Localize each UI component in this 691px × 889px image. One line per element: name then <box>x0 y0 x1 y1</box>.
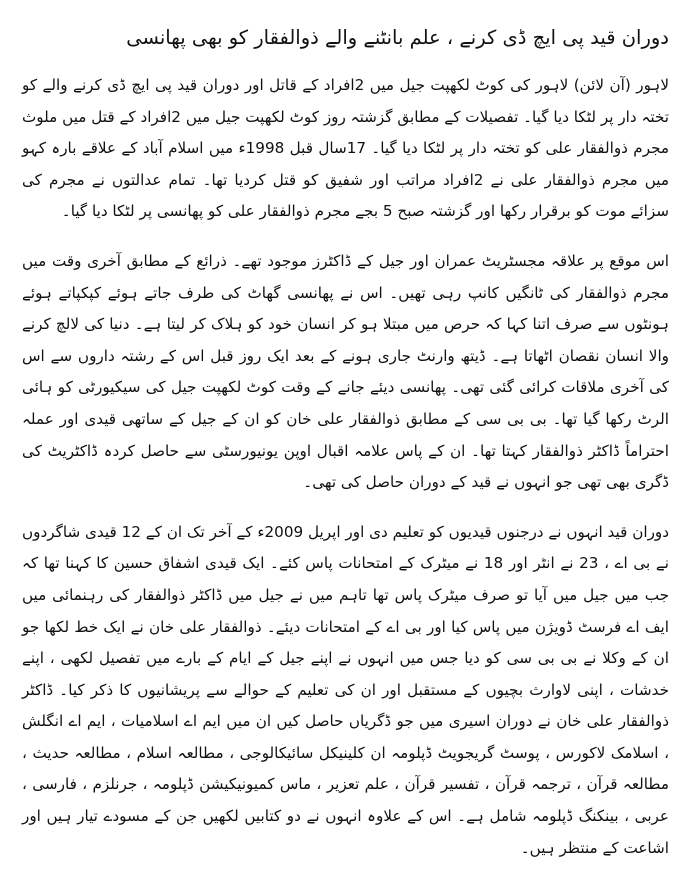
article-paragraph-1: لاہور (آن لائن) لاہور کی کوٹ لکھپت جیل میں 2افراد کے قاتل اور دوران قید پی ایچ ڈی کرنے والے کو تختہ دار پر لٹکا دیا گیا۔ تفصیلات کے مطابق گزشتہ روز کوٹ لکھپت جیل میں 2افراد کے قتل میں ملوث مجرم ذوالفقار علی کو تختہ دار پر لٹکا دیا گیا۔ 17سال قبل 1998ء میں اسلام آباد کے علاقے بارہ کہو میں مجرم ذوالفقار علی نے 2افراد مراتب اور شفیق کو قتل کردیا تھا۔ تمام عدالتوں نے مجرم کی سزائے موت کو برقرار رکھا اور گزشتہ صبح 5 بجے مجرم ذوالفقار علی کو پھانسی پر لٹکا دیا گیا۔ <box>22 76 670 221</box>
article-headline: دوران قید پی ایچ ڈی کرنے ، علم بانٹنے والے ذوالفقار کو بھی پھانسی <box>126 26 669 49</box>
article-paragraph-3: دوران قید انہوں نے درجنوں قیدیوں کو تعلیم دی اور اپریل 2009ء کے آخر تک ان کے 12 قیدی شاگردوں نے بی اے ، 23 نے انٹر اور 18 نے میٹرک کے امتحانات پاس کئے۔ ایک قیدی اشفاق حسین کا کہنا تھا کہ جب میں جیل میں آیا تو صرف میٹرک پاس تھا تاہم میں نے جیل میں ڈاکٹر ذوالفقار کی رہنمائی میں ایف اے فرسٹ ڈویژن میں پاس کیا اور بی اے کے امتحانات دیئے۔ ذوالفقار علی خان نے ایک خط لکھا جو ان کے وکلا نے بی بی سی کو دیا جس میں انہوں نے اپنے جیل کے ایام کے بارے میں تفصیل لکھی ، اپنے خدشات ، اپنی لاوارث بچیوں کے مستقبل اور ان کی تعلیم کے حوالے سے پریشانیوں کا ذکر کیا۔ ڈاکٹر ذوالفقار علی خان نے دوران اسیری میں جو ڈگریاں حاصل کیں ان میں ایم اے اسلامیات ، ایم اے انگلش ، اسلامک لاکورس ، پوسٹ گریجویٹ ڈپلومہ ان کلینیکل سائیکالوجی ، مطالعہ اسلام ، مطالعہ حدیث ، مطالعہ قرآن ، ترجمہ قرآن ، تفسیر قرآن ، علم تعزیر ، ماس کمیونیکیشن ڈپلومہ ، جرنلزم ، فارسی ، عربی ، بینکنگ ڈپلومہ شامل ہے۔ اس کے علاوہ انہوں نے دو کتابیں لکھیں جن کے مسودے تیار ہیں اور اشاعت کے منتظر ہیں۔ <box>22 522 670 857</box>
article-paragraph-2: اس موقع پر علاقہ مجسٹریٹ عمران اور جیل کے ڈاکٹرز موجود تھے۔ ذرائع کے مطابق آخری وقت میں مجرم ذوالفقار کی ٹانگیں کانپ رہی تھیں۔ اس نے پھانسی گھاٹ کی طرف جاتے ہوئے کپکپاتے ہوئے ہونٹوں سے صرف اتنا کہا کہ حرص میں مبتلا ہو کر انسان خود کو ہلاک کر لیتا ہے۔ دنیا کی لالچ کرنے والا انسان نقصان اٹھاتا ہے۔ ڈیتھ وارنٹ جاری ہونے کے بعد ایک روز قبل اس کے رشتہ داروں سے اس کی آخری ملاقات کرائی گئی تھی۔ پھانسی دیئے جانے کے وقت کوٹ لکھپت جیل کی سیکیورٹی کو ہائی الرٹ رکھا گیا تھا۔ بی بی سی کے مطابق ذوالفقار علی خان کو ان کے جیل کے ساتھی قیدی اور عملہ احتراماً ڈاکٹر ذوالفقار کہتا تھا۔ ان کے پاس علامہ اقبال اوپن یونیورسٹی سے حاصل کردہ ڈاکٹریٹ کی ڈگری بھی تھی جو انہوں نے قید کے دوران حاصل کی تھی۔ <box>22 251 669 492</box>
